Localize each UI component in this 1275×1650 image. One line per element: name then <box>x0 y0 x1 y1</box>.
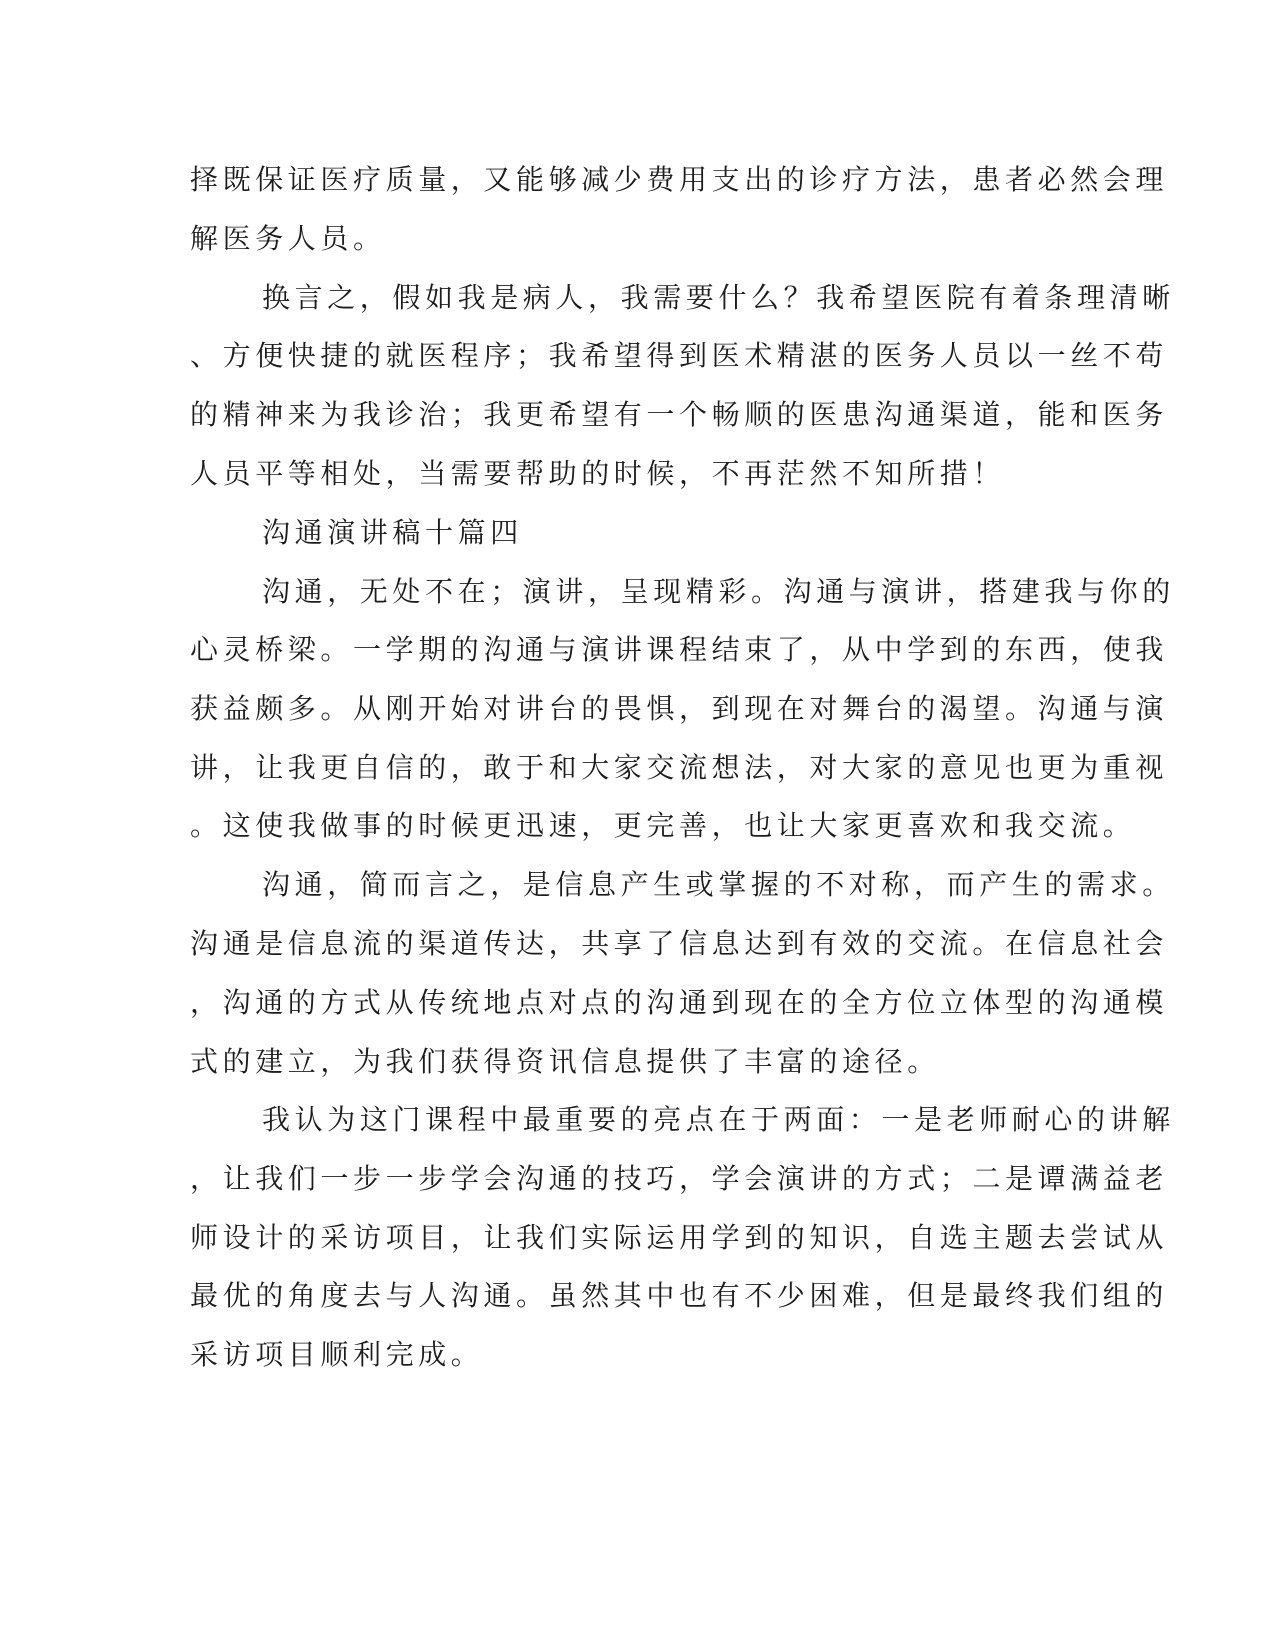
paragraph-start-line: 沟通，无处不在；演讲，呈现精彩。沟通与演讲，搭建我与你的 <box>262 575 1175 608</box>
text-line: 讲，让我更自信的，敢于和大家交流想法，对大家的意见也更为重视 <box>190 751 1169 784</box>
text-line: 解医务人员。 <box>190 222 386 255</box>
paragraph-start-line: 换言之，假如我是病人，我需要什么？我希望医院有着条理清晰 <box>262 281 1175 314</box>
text-line: 。这使我做事的时候更迅速，更完善，也让大家更喜欢和我交流。 <box>190 809 1136 842</box>
text-line: 心灵桥梁。一学期的沟通与演讲课程结束了，从中学到的东西，使我 <box>190 633 1169 666</box>
text-line: 获益颇多。从刚开始对讲台的畏惧，到现在对舞台的渴望。沟通与演 <box>190 692 1169 725</box>
text-line: 的精神来为我诊治；我更希望有一个畅顺的医患沟通渠道，能和医务 <box>190 398 1169 431</box>
text-line: 师设计的采访项目，让我们实际运用学到的知识，自选主题去尝试从 <box>190 1221 1169 1254</box>
text-line: 式的建立，为我们获得资讯信息提供了丰富的途径。 <box>190 1045 940 1078</box>
text-line: 择既保证医疗质量，又能够减少费用支出的诊疗方法，患者必然会理 <box>190 163 1169 196</box>
paragraph-start-line: 沟通，简而言之，是信息产生或掌握的不对称，而产生的需求。 <box>262 868 1175 901</box>
text-line: 沟通是信息流的渠道传达，共享了信息达到有效的交流。在信息社会 <box>190 927 1169 960</box>
text-line: ，让我们一步一步学会沟通的技巧，学会演讲的方式；二是谭满益老 <box>190 1162 1169 1195</box>
paragraph-start-line: 我认为这门课程中最重要的亮点在于两面：一是老师耐心的讲解 <box>262 1103 1175 1136</box>
text-line: 采访项目顺利完成。 <box>190 1338 484 1371</box>
text-line: 最优的角度去与人沟通。虽然其中也有不少困难，但是最终我们组的 <box>190 1279 1169 1312</box>
text-line: 人员平等相处，当需要帮助的时候，不再茫然不知所措！ <box>190 457 1006 490</box>
text-line: ，沟通的方式从传统地点对点的沟通到现在的全方位立体型的沟通模 <box>190 986 1169 1019</box>
section-heading: 沟通演讲稿十篇四 <box>262 516 523 549</box>
text-line: 、方便快捷的就医程序；我希望得到医术精湛的医务人员以一丝不苟 <box>190 339 1169 372</box>
